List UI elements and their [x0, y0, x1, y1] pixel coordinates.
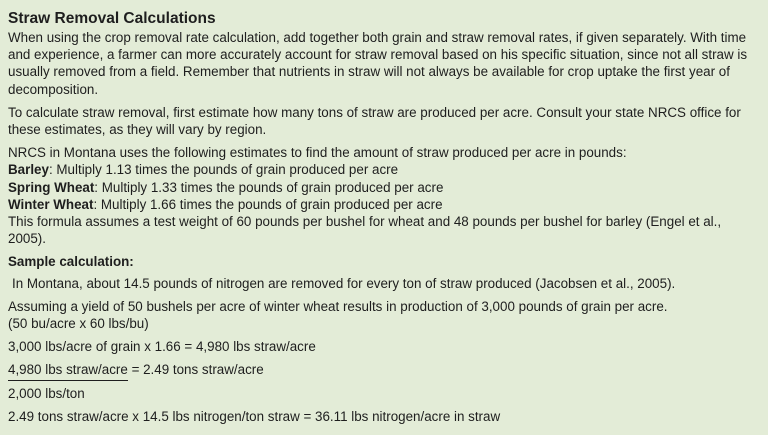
crop-text: : Multiply 1.33 times the pounds of grain produced per acre	[94, 179, 444, 195]
section-title: Straw Removal Calculations	[8, 10, 216, 27]
crop-text: : Multiply 1.13 times the pounds of grain produced per acre	[48, 162, 399, 178]
crop-name: Barley	[8, 162, 49, 178]
crop-name: Winter Wheat	[8, 196, 94, 212]
calc-fraction	[8, 361, 760, 380]
sample-heading: Sample calculation:	[8, 254, 134, 270]
crop-item-barley	[8, 161, 760, 178]
fraction-numerator: 4,980 lbs straw/acre	[8, 361, 128, 380]
sample-line-yield: Assuming a yield of 50 bushels per acre of winter wheat results in production of 3,000 pounds of grain per acre.	[8, 298, 668, 314]
estimate-paragraph: To calculate straw removal, first estimate how many tons of straw are produced per acre. Consult your state NRCS office for these estimates, as they will vary by region.	[8, 104, 741, 138]
intro-paragraph: When using the crop removal rate calculation, add together both grain and straw removal rates, if given separately. With time and experience, a farmer can more accurately account for straw removal based on his specific situation, since not all straw is usually removed from a field. Remember that nutrients in straw will not always be available for crop uptake the first year of decomposition.	[8, 30, 748, 97]
crop-text: : Multiply 1.66 times the pounds of grain produced per acre	[93, 196, 443, 212]
formula-note: This formula assumes a test weight of 60 pounds per bushel for wheat and 48 pounds per bushel for barley (Engel et al., 2005).	[8, 214, 722, 247]
fraction-result: = 2.49 tons straw/acre	[127, 362, 264, 378]
sample-line-nitrogen: In Montana, about 14.5 pounds of nitrogen are removed for every ton of straw produced (Jacobsen et al., 2005).	[12, 275, 676, 291]
nrcs-paragraph: NRCS in Montana uses the following estimates to find the amount of straw produced per acre in pounds:	[8, 145, 627, 161]
calc-line-nitrogen: 2.49 tons straw/acre x 14.5 lbs nitrogen/ton straw = 36.11 lbs nitrogen/acre in straw	[8, 408, 501, 424]
calc-line-straw: 3,000 lbs/acre of grain x 1.66 = 4,980 lbs straw/acre	[8, 339, 316, 355]
crop-list	[8, 161, 760, 213]
crop-item-spring-wheat	[8, 179, 760, 196]
crop-item-winter-wheat	[8, 196, 760, 213]
sample-line-conversion: (50 bu/acre x 60 lbs/bu)	[8, 316, 149, 332]
crop-name: Spring Wheat	[8, 179, 95, 195]
fraction-denominator: 2,000 lbs/ton	[8, 385, 85, 401]
